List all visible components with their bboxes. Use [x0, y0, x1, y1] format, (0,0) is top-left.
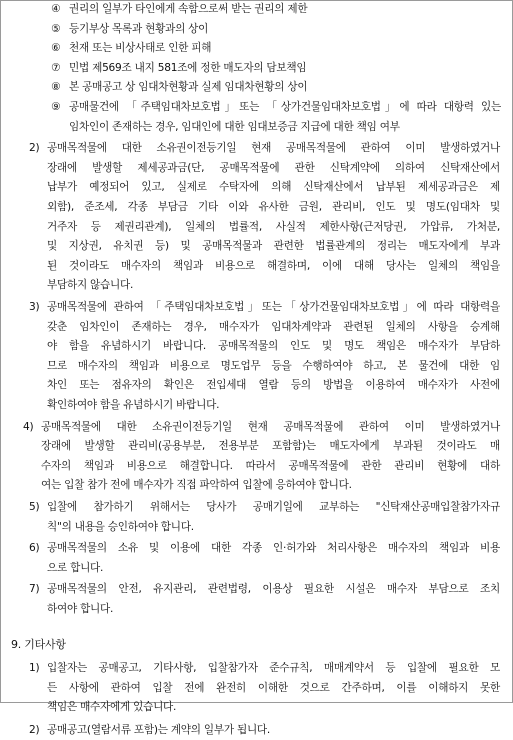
- circled-marker: ⑤: [51, 22, 61, 35]
- numbered-marker: 4): [23, 420, 34, 433]
- paragraph-line: 으로 합니다.: [47, 561, 104, 574]
- circled-item-text: 권리의 일부가 타인에게 속함으로써 받는 권리의 제한: [69, 3, 308, 15]
- circled-item-text: 천재 또는 비상사태로 인한 피해: [69, 42, 212, 55]
- paragraph-line: 므로 매수자의 책임과 비용으로 명도업무 등을 수행하여야 하고, 본 물건에 대한 임: [47, 359, 500, 372]
- circled-item-text: 민법 제569조 내지 581조에 정한 매도자의 담보책임: [69, 61, 307, 74]
- paragraph-line: 입찰자는 공매공고, 기타사항, 입찰참가자 준수규칙, 매매계약서 등 입찰에 필요한 모: [47, 661, 500, 674]
- paragraph-line: 야 함을 유념하시기 바랍니다. 공매목적물의 인도 및 명도 책임은 매수자가 부담하: [47, 340, 500, 353]
- paragraph-line: 장래에 발생할 관리비(공용부분, 전용부분 포함함)는 매도자에게 부과된 것이라도 매: [41, 440, 500, 453]
- section-heading: 9. 기타사항: [11, 638, 66, 652]
- paragraph-line: 거주자 등 제권리관계), 일체의 법률적, 사실적 제한사항(근저당권, 가압류, 가처분,: [47, 220, 500, 233]
- paragraph-line: 외함), 준조세, 각종 부담금 기타 이와 유사한 금원, 관리비, 인도 및 명도(임대차 및: [47, 201, 500, 213]
- circled-marker: ⑥: [51, 42, 61, 55]
- circled-marker: ⑧: [51, 81, 61, 94]
- paragraph-line: 책임은 매수자에게 있습니다.: [47, 701, 177, 714]
- paragraph-line: 여는 입찰 참가 전에 매수자가 직접 파악하여 입찰에 응하여야 합니다.: [41, 479, 352, 492]
- numbered-marker: 2): [29, 142, 40, 155]
- numbered-marker: 7): [29, 583, 40, 596]
- paragraph-line: 하여야 합니다.: [47, 603, 114, 615]
- paragraph-line: 입찰에 참가하기 위해서는 당사가 공매기일에 교부하는 "신탁재산공매입찰참가자규: [47, 501, 500, 513]
- paragraph-line: 든 사항에 관하여 입찰 전에 완전히 이해한 것으로 간주하며, 이를 이해하지 못한: [47, 681, 500, 694]
- paragraph-line: 공매목적물에 관하여 「주택임대차보호법」또는「상가건물임대차보호법」에 따라 대항력을: [47, 301, 500, 313]
- numbered-marker: 6): [29, 542, 40, 555]
- circled-item-text: 임차인이 존재하는 경우, 임대인에 대한 임대보증금 지급에 대한 책임 여부: [69, 120, 400, 133]
- circled-marker: ④: [51, 3, 61, 15]
- paragraph-line: 수자의 책임과 비용으로 해결합니다. 따라서 공매목적물에 관한 관리비 현황에 대하: [41, 459, 500, 472]
- numbered-marker: 2): [29, 723, 40, 736]
- paragraph-line: 및 지상권, 유치권 등) 및 공매목적물과 관련한 법률관계의 정리는 매도자에게 부과: [47, 240, 500, 253]
- numbered-marker: 3): [29, 301, 40, 313]
- circled-item-text: 본 공매공고 상 임대차현황과 실제 임대차현황의 상이: [69, 81, 308, 94]
- paragraph-line: 차인 또는 점유자의 확인은 전입세대 열람 등의 방법을 이용하여 매수자가 사전에: [47, 379, 500, 392]
- circled-item-text: 등기부상 목록과 현황과의 상이: [69, 22, 209, 35]
- numbered-marker: 1): [29, 661, 40, 674]
- paragraph-line: 납부가 예정되어 있고, 실제로 수탁자에 의해 신탁재산에서 납부된 제세공과금은 제: [47, 181, 500, 194]
- paragraph-line: 칙"의 내용을 승인하여야 합니다.: [47, 520, 194, 533]
- paragraph-line: 갖춘 임차인이 존재하는 경우, 매수자가 임대차계약과 관련된 일체의 사항을 승계해: [47, 320, 500, 333]
- paragraph-line: 장래에 발생할 제세공과금(단, 공매목적물에 관한 신탁계약에 의하여 신탁재산에서: [47, 161, 500, 174]
- paragraph-line: 공매목적물에 대한 소유권이전등기일 현재 공매목적물에 관하여 이미 발생하였거나: [41, 420, 500, 433]
- circled-item-text: 공매물건에 「주택임대차보호법」또는 「상가건물임대차보호법」에 따라 대항력 있는: [69, 101, 501, 113]
- paragraph-line: 공매공고(열람서류 포함)는 계약의 일부가 됩니다.: [47, 723, 271, 736]
- circled-marker: ⑨: [51, 101, 61, 113]
- numbered-marker: 5): [29, 501, 40, 513]
- paragraph-line: 공매목적물의 소유 및 이용에 대한 각종 인·허가와 처리사항은 매수자의 책임과 비용: [47, 542, 500, 555]
- paragraph-line: 부담하지 않습니다.: [47, 279, 134, 292]
- paragraph-line: 공매목적물에 대한 소유권이전등기일 현재 공매목적물에 관하여 이미 발생하였거나: [47, 142, 500, 155]
- paragraph-line: 공매목적물의 안전, 유지관리, 관련법령, 이용상 필요한 시설은 매수자 부담으로 조치: [47, 583, 500, 596]
- paragraph-line: 된 것이라도 매수자의 책임과 비용으로 해결하며, 이에 대해 당사는 일체의 책임을: [47, 259, 500, 272]
- circled-marker: ⑦: [51, 61, 61, 74]
- paragraph-line: 확인하여야 함을 유념하시기 바랍니다.: [47, 399, 220, 411]
